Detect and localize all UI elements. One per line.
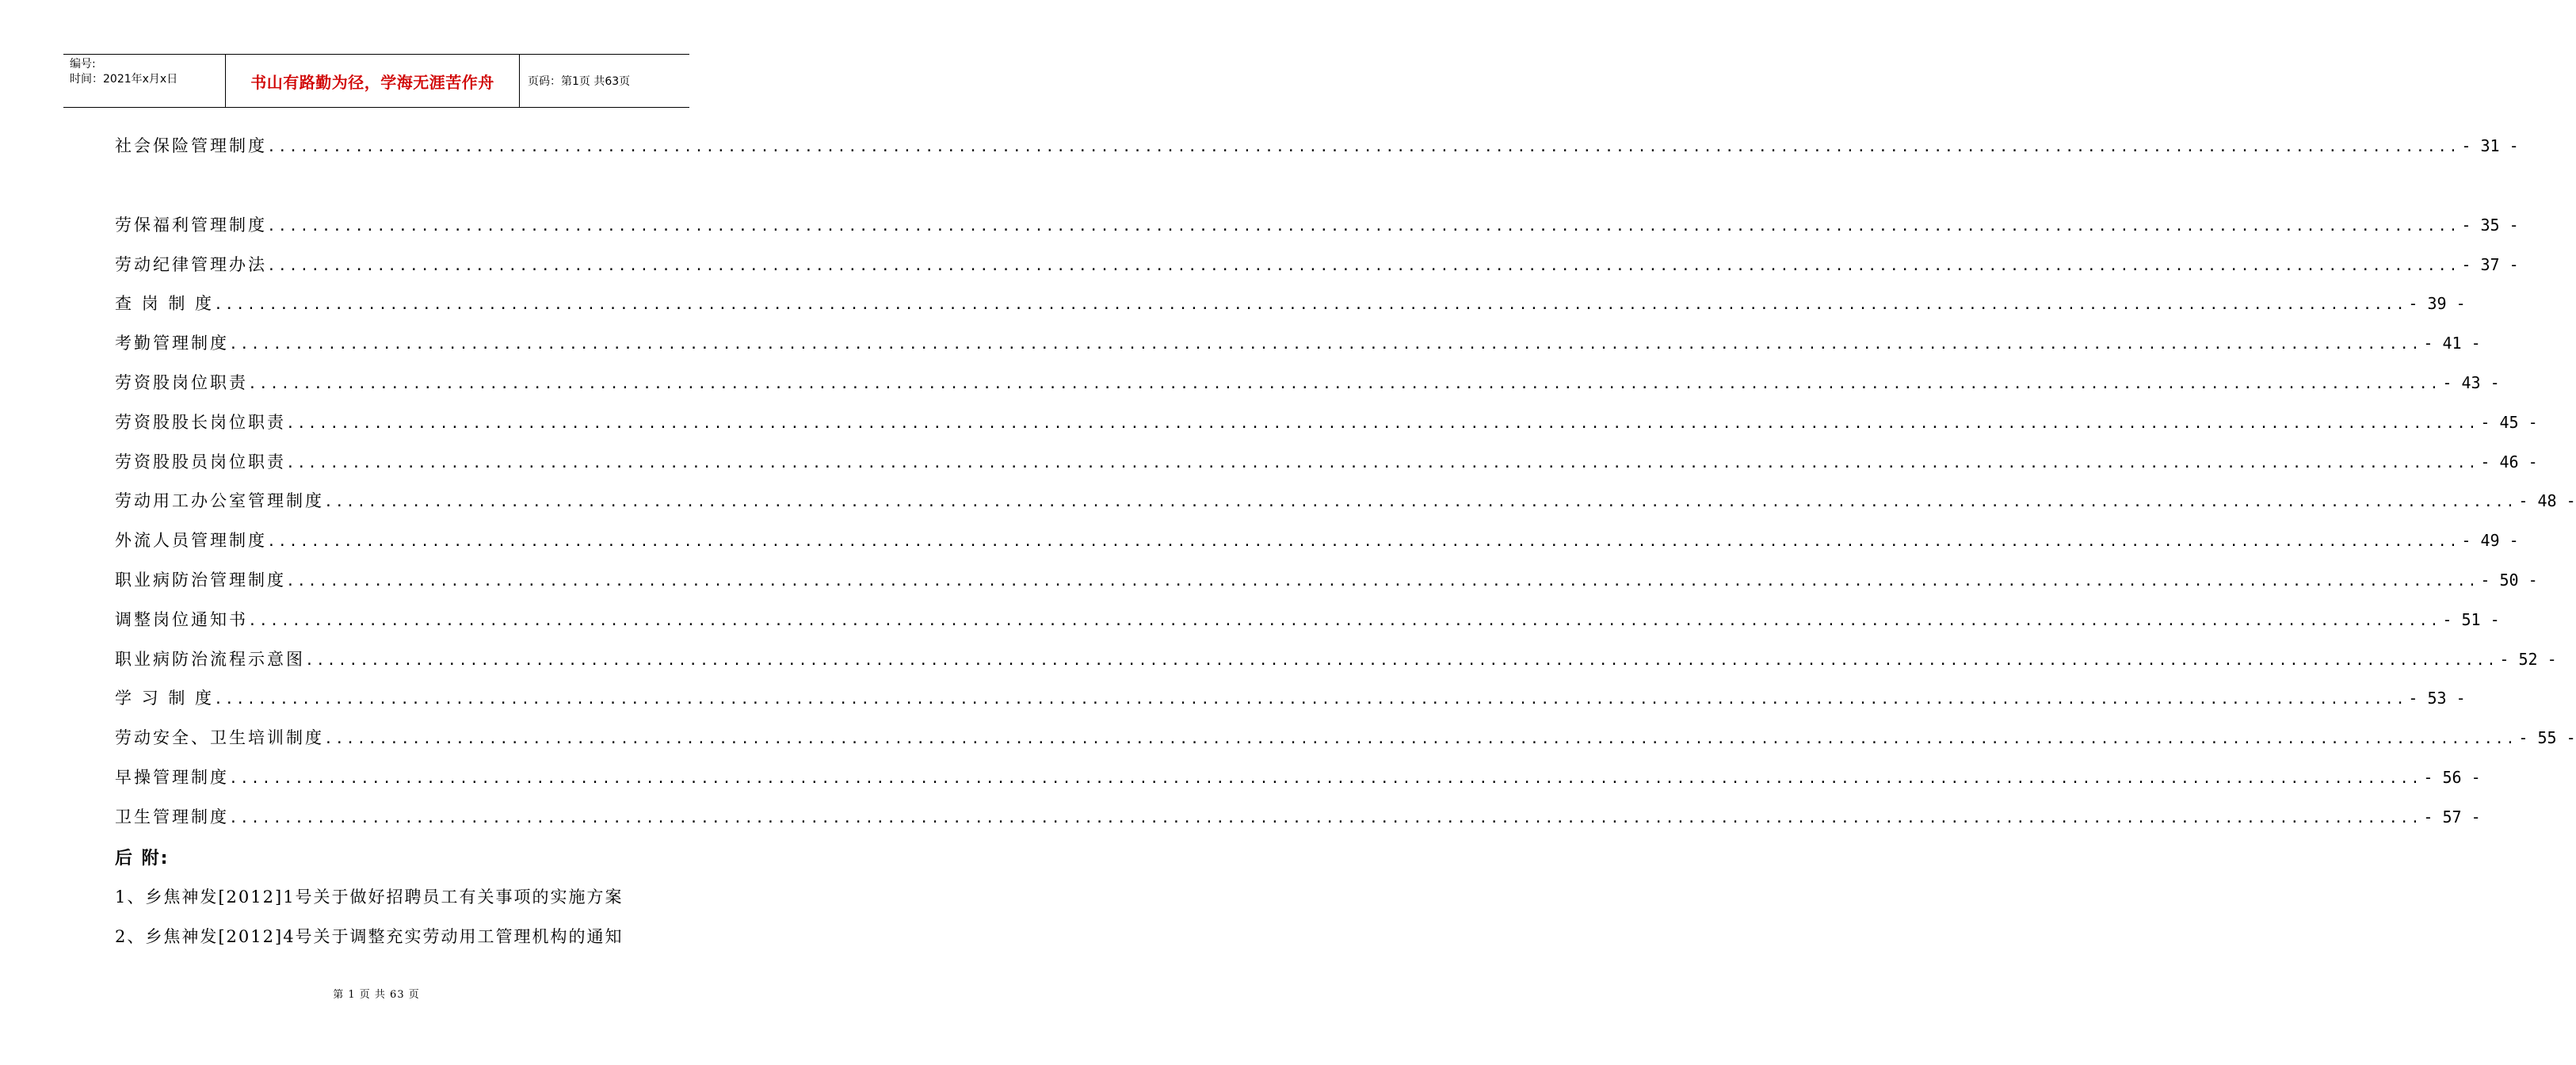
toc-leader-dots: ........................................................................................................................................................................................................ [267,257,2460,274]
toc-entry-title: 劳动纪律管理办法 [115,254,267,274]
toc-entry [115,324,2481,364]
toc-entry-page: - 41 - [2423,334,2481,353]
appendix-item-2: 2、乡焦神发[2012]4号关于调整充实劳动用工管理机构的通知 [115,927,624,946]
toc-entry-page: - 56 - [2423,767,2481,787]
toc-leader-dots: ........................................................................................................................................................................................................ [324,731,2517,748]
toc-leader-dots: ........................................................................................................................................................................................................ [248,375,2441,392]
header-page-info: 页码：第1页 共63页 [528,75,631,88]
toc-entry-title: 劳资股岗位职责 [115,372,248,392]
page-footer: 第 1 页 共 63 页 [333,989,420,1001]
toc-entry [115,798,2481,838]
toc-entry-title: 查 岗 制 度 [115,294,215,314]
toc-entry [115,403,2538,443]
toc-entry-title: 外流人员管理制度 [115,531,267,551]
toc-leader-dots: ........................................................................................................................................................................................................ [214,296,2407,314]
toc-entry-title: 社会保险管理制度 [115,136,267,155]
header-meta [63,55,225,107]
toc-entry-title: 劳动安全、卫生培训制度 [115,728,324,748]
toc-entry-page: - 57 - [2423,807,2481,826]
toc-entry-title: 卫生管理制度 [115,807,229,826]
toc-leader-dots: ........................................................................................................................................................................................................ [229,809,2422,826]
toc-leader-dots: ........................................................................................................................................................................................................ [267,217,2460,235]
toc-leader-dots: ........................................................................................................................................................................................................ [267,139,2460,155]
toc-entry-page: - 35 - [2461,215,2519,235]
toc-entry [115,206,2519,246]
toc-entry-page: - 45 - [2480,412,2538,432]
toc-entry-title: 早操管理制度 [115,767,229,787]
toc-leader-dots: ........................................................................................................................................................................................................ [267,533,2460,551]
toc-entry-page: - 50 - [2480,570,2538,590]
toc-entry [115,284,2466,324]
toc-leader-dots: ........................................................................................................................................................................................................ [229,769,2422,787]
toc-leader-dots: ........................................................................................................................................................................................................ [286,414,2479,432]
document-date: 时间：2021年x月x日 [70,73,178,86]
toc-entry-page: - 39 - [2408,294,2466,314]
header-page-info-cell [520,55,689,107]
toc-entry-page: - 53 - [2408,689,2466,708]
toc-leader-dots: ........................................................................................................................................................................................................ [305,651,2498,669]
toc-entry [115,679,2466,719]
toc-leader-dots: ........................................................................................................................................................................................................ [286,572,2479,590]
toc-leader-dots: ........................................................................................................................................................................................................ [229,336,2422,353]
toc-entry [115,482,2576,521]
appendix-item-1: 1、乡焦神发[2012]1号关于做好招聘员工有关事项的实施方案 [115,888,624,907]
toc-entry [115,719,2576,758]
toc-entry-title: 学 习 制 度 [115,689,215,708]
toc-entry-page: - 43 - [2442,372,2500,392]
toc-entry-page: - 55 - [2518,728,2576,748]
toc-entry-page: - 51 - [2442,609,2500,629]
toc-entry-page: - 37 - [2461,254,2519,274]
toc-leader-dots: ........................................................................................................................................................................................................ [286,454,2479,471]
toc-entry [115,127,2519,166]
toc-entry [115,521,2519,561]
header-motto: 书山有路勤为径，学海无涯苦作舟 [250,72,494,92]
toc-leader-dots: ........................................................................................................................................................................................................ [324,494,2517,511]
toc-entry [115,246,2519,285]
appendix-title: 后 附: [115,849,170,868]
toc-entry-page: - 48 - [2518,491,2576,511]
document-code-label: 编号: [70,58,96,71]
toc-entry [115,640,2557,680]
toc-entry-page: - 49 - [2461,531,2519,551]
toc-leader-dots: ........................................................................................................................................................................................................ [248,612,2441,629]
toc-entry [115,601,2500,640]
toc-entry [115,364,2500,403]
toc-leader-dots: ........................................................................................................................................................................................................ [214,691,2407,708]
toc-entry-title: 职业病防治管理制度 [115,570,286,590]
toc-entry-page: - 52 - [2499,649,2557,669]
toc-entry-title: 调整岗位通知书 [115,609,248,629]
toc-entry-page: - 31 - [2461,136,2519,155]
toc-entry-title: 劳资股股长岗位职责 [115,412,286,432]
header-motto-cell [225,55,520,107]
toc-entry-title: 劳资股股员岗位职责 [115,452,286,471]
toc-entry-title: 劳动用工办公室管理制度 [115,491,324,511]
page-header [63,54,689,108]
toc-entry-title: 职业病防治流程示意图 [115,649,305,669]
toc-entry-title: 劳保福利管理制度 [115,215,267,235]
toc-entry-title: 考勤管理制度 [115,334,229,353]
toc-entry-page: - 46 - [2480,452,2538,471]
toc-entry [115,443,2538,483]
toc-entry [115,758,2481,798]
toc-entry [115,561,2538,601]
table-of-contents [115,127,2576,838]
